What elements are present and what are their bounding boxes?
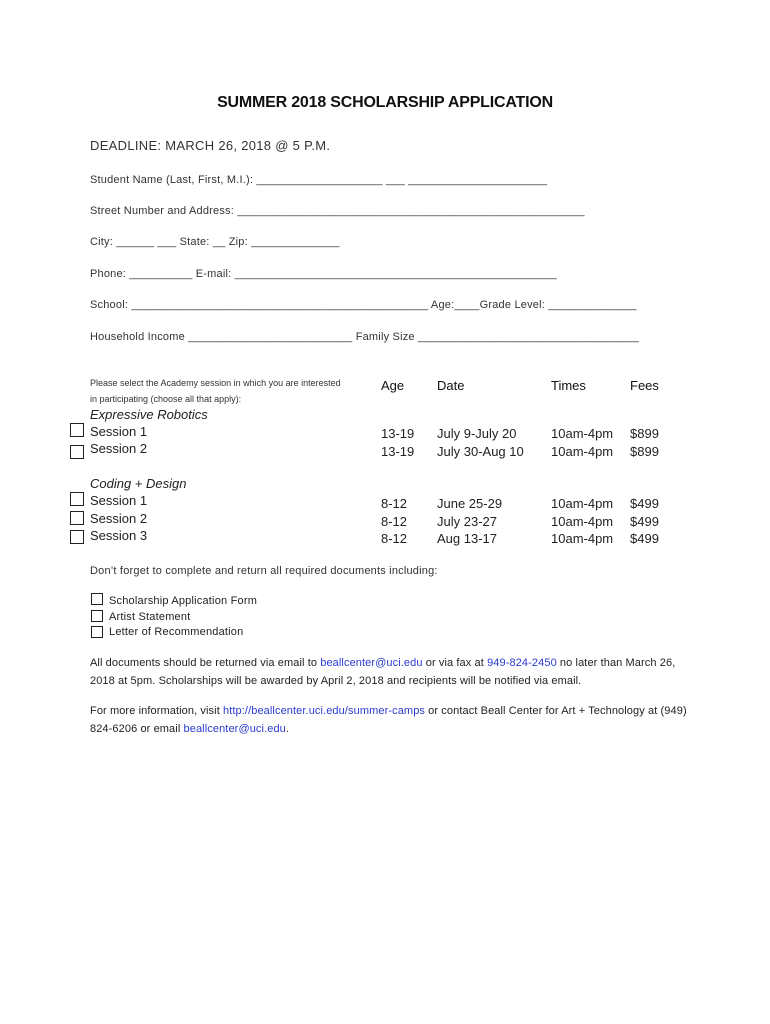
session-prompt-line1: Please select the Academy session in which you are interested bbox=[90, 378, 341, 388]
session-time: 10am-4pm bbox=[551, 496, 614, 511]
session-fee: $899 bbox=[630, 426, 659, 441]
session-date: July 23-27 bbox=[437, 514, 497, 529]
return-text-1: All documents should be returned via email to bbox=[90, 657, 321, 669]
return-text-2: or via fax at bbox=[422, 657, 488, 669]
session-date: Aug 13-17 bbox=[437, 531, 497, 546]
session-age: 8-12 bbox=[381, 531, 408, 546]
info-text-2: or contact Beall Center for Art + Technology at (949) 824-6206 or email bbox=[90, 705, 687, 735]
column-header-date: Date bbox=[437, 378, 465, 393]
session-label: Session 1 bbox=[90, 493, 148, 508]
session-age: 8-12 bbox=[381, 514, 408, 529]
city-state-zip-field[interactable]: City: ______ ___ State: __ Zip: ______________ bbox=[90, 236, 340, 248]
page-title: SUMMER 2018 SCHOLARSHIP APPLICATION bbox=[217, 94, 553, 111]
return-text-3: no later than March 26, 2018 at 5pm. Scholarships will be awarded by April 2, 2018 and recipients will be notified via email. bbox=[90, 657, 676, 687]
session-fee: $899 bbox=[630, 444, 659, 459]
session-label: Session 3 bbox=[90, 528, 148, 543]
info-text-1: For more information, visit bbox=[90, 705, 224, 717]
session-age: 13-19 bbox=[381, 444, 415, 459]
documents-reminder: Don’t forget to complete and return all required documents including: bbox=[90, 565, 438, 577]
street-address-field[interactable]: Street Number and Address: _______________________________________________________ bbox=[90, 205, 585, 217]
session-label: Session 2 bbox=[90, 511, 148, 526]
session-label: Session 1 bbox=[90, 424, 148, 439]
column-header-fees: Fees bbox=[630, 378, 659, 393]
group-title-coding-design: Coding + Design bbox=[90, 476, 187, 491]
checkbox-scholarship-form[interactable] bbox=[91, 593, 103, 605]
session-date: July 9-July 20 bbox=[437, 426, 517, 441]
document-item: Artist Statement bbox=[109, 611, 191, 623]
session-fee: $499 bbox=[630, 514, 659, 529]
session-fee: $499 bbox=[630, 496, 659, 511]
phone-email-field[interactable]: Phone: __________ E-mail: ___________________________________________________ bbox=[90, 268, 557, 280]
income-family-field[interactable]: Household Income __________________________ Family Size ___________________________________ bbox=[90, 331, 640, 343]
checkbox-coding-session-1[interactable] bbox=[70, 492, 84, 506]
session-time: 10am-4pm bbox=[551, 531, 614, 546]
group-title-expressive-robotics: Expressive Robotics bbox=[90, 407, 208, 422]
session-age: 13-19 bbox=[381, 426, 415, 441]
session-time: 10am-4pm bbox=[551, 426, 614, 441]
session-age: 8-12 bbox=[381, 496, 408, 511]
checkbox-coding-session-3[interactable] bbox=[70, 530, 84, 544]
contact-email-link[interactable]: beallcenter@uci.edu bbox=[183, 723, 286, 735]
email-link[interactable]: beallcenter@uci.edu bbox=[320, 657, 423, 669]
checkbox-robotics-session-2[interactable] bbox=[70, 445, 84, 459]
column-header-times: Times bbox=[551, 378, 586, 393]
checkbox-letter-recommendation[interactable] bbox=[91, 626, 103, 638]
checkbox-robotics-session-1[interactable] bbox=[70, 423, 84, 437]
deadline-text: DEADLINE: MARCH 26, 2018 @ 5 P.M. bbox=[90, 138, 331, 153]
session-time: 10am-4pm bbox=[551, 444, 614, 459]
return-instructions bbox=[90, 654, 690, 690]
more-info bbox=[90, 702, 690, 738]
checkbox-coding-session-2[interactable] bbox=[70, 511, 84, 525]
session-time: 10am-4pm bbox=[551, 514, 614, 529]
student-name-field[interactable]: Student Name (Last, First, M.I.): ____________________ ___ ______________________ bbox=[90, 174, 548, 186]
session-date: June 25-29 bbox=[437, 496, 503, 511]
website-link[interactable]: http://beallcenter.uci.edu/summer-camps bbox=[223, 705, 426, 717]
checkbox-artist-statement[interactable] bbox=[91, 610, 103, 622]
session-date: July 30-Aug 10 bbox=[437, 444, 524, 459]
document-item: Scholarship Application Form bbox=[109, 595, 258, 607]
info-text-3: . bbox=[285, 723, 290, 735]
school-age-grade-field[interactable]: School: _______________________________________________ Age:____Grade Level: ______________ bbox=[90, 299, 637, 311]
session-fee: $499 bbox=[630, 531, 659, 546]
fax-link[interactable]: 949-824-2450 bbox=[487, 657, 557, 669]
document-item: Letter of Recommendation bbox=[109, 626, 244, 638]
column-header-age: Age bbox=[381, 378, 405, 393]
session-label: Session 2 bbox=[90, 441, 148, 456]
session-prompt-line2: in participating (choose all that apply): bbox=[90, 394, 242, 404]
